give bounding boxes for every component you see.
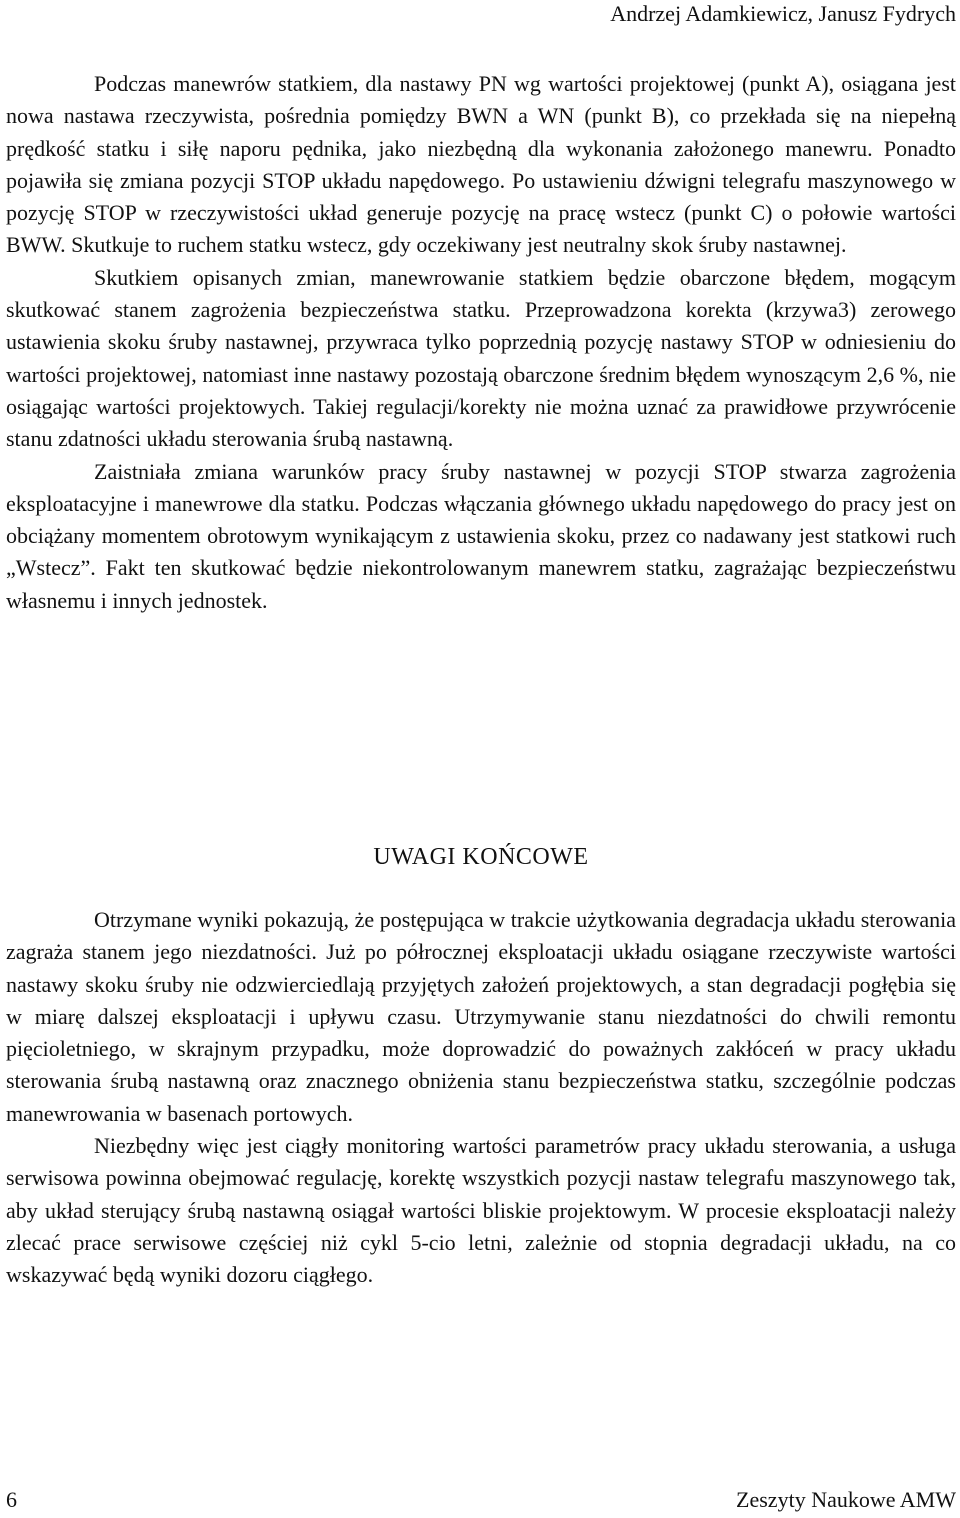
- section-heading: UWAGI KOŃCOWE: [373, 844, 589, 870]
- paragraph: Skutkiem opisanych zmian, manewrowanie statkiem będzie obarczone błędem, mogącym skutkować stanem zagrożenia bezpieczeństwa statku. Przeprowadzona korekta (krzywa3) zerowego ustawienia skoku śruby nastawnej, przywraca tylko poprzednią pozycję nastawy STOP w odniesieniu do wartości projektowej, natomiast inne nastawy pozostają obarczone średnim błędem wynoszącym 2,6 %, nie osiągając wartości projektowych. Takiej regulacji/korekty nie można uznać za prawidłowe przywrócenie stanu zdatności układu sterowania śrubą nastawną.: [6, 264, 956, 452]
- paragraph: Otrzymane wyniki pokazują, że postępująca w trakcie użytkowania degradacja układu sterowania zagraża stanem jego niezdatności. Już po półrocznej eksploatacji układu osiągane rzeczywiste wartości nastawy skoku śruby nie odzwierciedlają przyjętych założeń projektowych, a stan degradacji pogłębia się w miarę dalszej eksploatacji i upływu czasu. Utrzymywanie stanu niezdatności do chwili remontu pięcioletniego, w skrajnym przypadku, może doprowadzić do poważnych zakłóceń w pracy układu sterowania śrubą nastawną oraz znacznego obniżenia stanu bezpieczeństwa statku, szczególnie podczas manewrowania w basenach portowych.: [6, 907, 956, 1126]
- page-number: 6: [6, 1487, 17, 1512]
- paragraph: Zaistniała zmiana warunków pracy śruby nastawnej w pozycji STOP stwarza zagrożenia eksploatacyjne i manewrowe dla statku. Podczas włączania głównego układu napędowego do pracy jest on obciążany momentem obrotowym wynikającym z ustawienia skoku, przez co nadawany jest statkowi ruch „Wstecz”. Fakt ten skutkować będzie niekontrolowanym manewrem statku, zagrażając bezpieczeństwu własnemu i innych jednostek.: [6, 458, 956, 613]
- conclusions-text: [6, 904, 956, 1292]
- document-page: [6, 0, 956, 1518]
- journal-name: Zeszyty Naukowe AMW: [736, 1487, 956, 1512]
- running-header-authors: Andrzej Adamkiewicz, Janusz Fydrych: [610, 1, 956, 26]
- paragraph: Niezbędny więc jest ciągły monitoring wartości parametrów pracy układu sterowania, a usługa serwisowa powinna obejmować regulację, korektę wszystkich pozycji nastaw telegrafu maszynowego tak, aby układ sterujący śrubą nastawną osiągał wartości bliskie projektowym. W procesie eksploatacji należy zlecać prace serwisowe częściej niż cykl 5-cio letni, zależnie od stopnia degradacji układu, na co wskazywać będą wyniki dozoru ciągłego.: [6, 1133, 956, 1288]
- paragraph: Podczas manewrów statkiem, dla nastawy PN wg wartości projektowej (punkt A), osiągana jest nowa nastawa rzeczywista, pośrednia pomiędzy BWN a WN (punkt B), co przekłada się na niepełną prędkość statku i siłę naporu pędnika, jako niezbędną dla wykonania założonego manewru. Ponadto pojawiła się zmiana pozycji STOP układu napędowego. Po ustawieniu dźwigni telegrafu maszynowego w pozycję STOP w rzeczywistości układ generuje pozycję na pracę wstecz (punkt C) o połowie wartości BWW. Skutkuje to ruchem statku wstecz, gdy oczekiwany jest neutralny skok śruby nastawnej.: [6, 71, 956, 258]
- body-text: [6, 68, 956, 617]
